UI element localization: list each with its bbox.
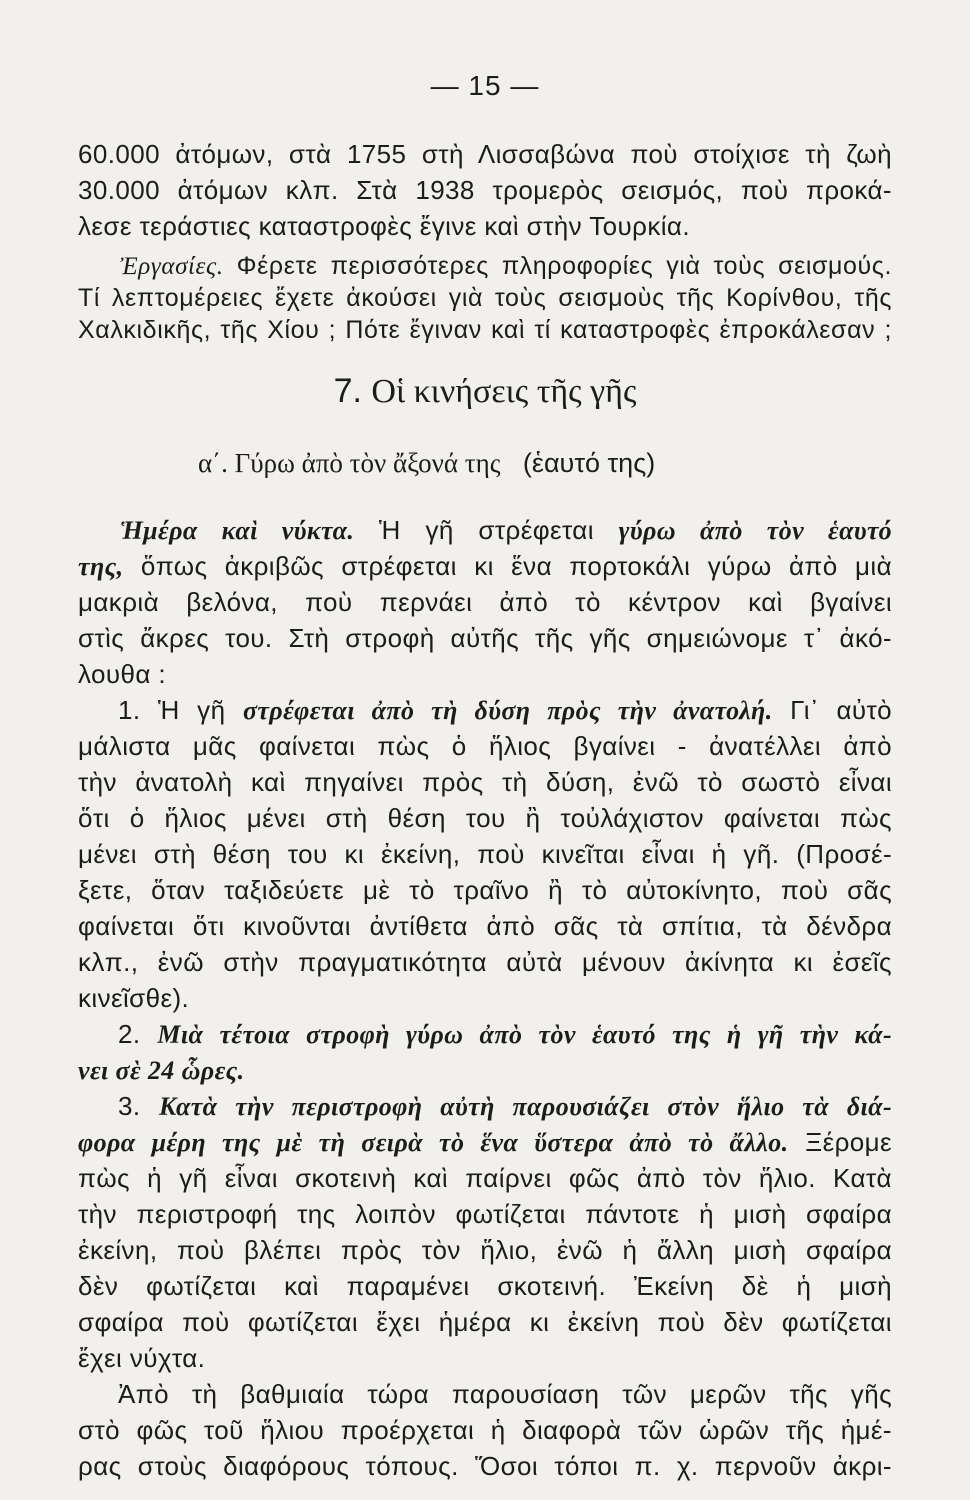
exercises-label: Ἐργασίες.: [120, 253, 224, 280]
subsection-label: α΄. Γύρω ἀπὸ τὸν ἄξονά της: [198, 448, 501, 478]
point2-emphasis-2: νει σὲ 24 ὧρες.: [78, 1056, 245, 1085]
section-heading: [0, 372, 970, 411]
closing-line-1: Ἀπὸ τὴ βαθμιαία τώρα παρουσίαση τῶν μερῶν τῆς γῆς: [118, 1379, 892, 1409]
day-night-text-2a: της,: [78, 552, 124, 581]
point3-line-4: τὴν περιστροφή της λοιπὸν φωτίζεται πάντοτε ἡ μισὴ σφαίρα: [78, 1199, 892, 1229]
point3-rest: Ξέρομε: [805, 1127, 893, 1157]
point2-line-2: [78, 1052, 892, 1089]
point1-number: 1. Ἡ γῆ: [118, 695, 226, 725]
day-night-text-2b: ὅπως ἀκριβῶς στρέφεται κι ἕνα πορτοκάλι γύρω ἀπὸ μιὰ: [140, 551, 893, 581]
point3-emphasis-1: Κατὰ τὴν περιστροφὴ αὐτὴ παρουσιάζει στὸν ἥλιο τὰ διά-: [159, 1092, 892, 1121]
exercises-line-2: Τί λεπτομέρειες ἔχετε ἀκούσει γιὰ τοὺς σεισμοὺς τῆς Κορίνθου, τῆς: [78, 284, 892, 312]
section-title: Οἱ κινήσεις τῆς γῆς: [371, 373, 637, 410]
point1-line-4: ὅτι ὁ ἥλιος μένει στὴ θέση του ἢ τοὐλάχιστον φαίνεται πὼς: [78, 803, 892, 833]
point3-line-6: δὲν φωτίζεται καὶ παραμένει σκοτεινή. Ἐκείνη δὲ ἡ μισὴ: [78, 1271, 892, 1301]
point1-line-7: φαίνεται ὅτι κινοῦνται ἀντίθετα ἀπὸ σᾶς τὰ σπίτια, τὰ δένδρα: [78, 911, 892, 941]
point1-line-1: [118, 692, 892, 729]
exercises-text-1: Φέρετε περισσότερες πληροφορίες γιὰ τοὺς σεισμούς.: [236, 252, 892, 280]
section-number: 7.: [333, 372, 362, 410]
intro-line-2: 30.000 ἀτόμων κλπ. Στὰ 1938 τρομερὸς σεισμός, ποὺ προκά-: [78, 175, 892, 205]
point1-line-2: μάλιστα μᾶς φαίνεται πὼς ὁ ἥλιος βγαίνει - ἀνατέλλει ἀπὸ: [78, 731, 892, 761]
point2-emphasis-1: Μιὰ τέτοια στροφὴ γύρω ἀπὸ τὸν ἑαυτό της ἡ γῆ τὴν κά-: [157, 1020, 893, 1049]
point1-line-6: ξετε, ὅταν ταξιδεύετε μὲ τὸ τραῖνο ἢ τὸ αὐτοκίνητο, ποὺ σᾶς: [78, 875, 892, 905]
point1-line-5: μένει στὴ θέση του κι ἐκείνη, ποὺ κινεῖται εἶναι ἡ γῆ. (Προσέ-: [78, 839, 892, 869]
point1-line-8: κλπ., ἐνῶ στὴν πραγματικότητα αὐτὰ μένουν ἀκίνητα κι ἐσεῖς: [78, 947, 892, 977]
day-night-text-1b: γύρω ἀπὸ τὸν ἑαυτό: [618, 516, 892, 545]
point3-line-3: πὼς ἡ γῆ εἶναι σκοτεινὴ καὶ παίρνει φῶς ἀπὸ τὸν ἥλιο. Κατὰ: [78, 1163, 892, 1193]
point3-number: 3.: [118, 1091, 141, 1121]
page-number: — 15 —: [430, 70, 540, 101]
closing-line-3: ρας στοὺς διαφόρους τόπους. Ὅσοι τόποι π. χ. περνοῦν ἀκρι-: [78, 1451, 892, 1481]
day-night-line-3: μακριὰ βελόνα, ποὺ περνάει ἀπὸ τὸ κέντρον καὶ βγαίνει: [78, 587, 892, 617]
day-night-heading: Ἡμέρα καὶ νύκτα.: [120, 516, 355, 545]
point3-line-8: ἔχει νύχτα.: [78, 1343, 206, 1373]
day-night-line-1: [120, 512, 892, 549]
day-night-text-1a: Ἡ γῆ στρέφεται: [379, 515, 594, 545]
point3-line-2: [78, 1124, 892, 1161]
point1-line-9: κινεῖσθε).: [78, 983, 190, 1013]
point2-line-1: [118, 1016, 892, 1053]
point1-emphasis: στρέφεται ἀπὸ τὴ δύση πρὸς τὴν ἀνατολή.: [242, 696, 773, 725]
intro-line-3: λεσε τεράστιες καταστροφὲς ἔγινε καὶ στὴν Τουρκία.: [78, 211, 690, 241]
point3-emphasis-2: φορα μέρη της μὲ τὴ σειρὰ τὸ ἕνα ὕστερα ἀπὸ τὸ ἄλλο.: [78, 1128, 789, 1157]
closing-line-2: στὸ φῶς τοῦ ἥλιου προέρχεται ἡ διαφορὰ τῶν ὡρῶν τῆς ἡμέ-: [78, 1415, 892, 1445]
subsection-paren: (ἑαυτό της): [522, 448, 656, 478]
intro-line-1: 60.000 ἀτόμων, στὰ 1755 στὴ Λισσαβώνα ποὺ στοίχισε τὴ ζωὴ: [78, 139, 892, 169]
exercises-line-3: Χαλκιδικῆς, τῆς Χίου ; Πότε ἔγιναν καὶ τί καταστροφὲς ἐπροκάλεσαν ;: [78, 316, 892, 344]
day-night-line-4: στὶς ἄκρες του. Στὴ στροφὴ αὐτῆς τῆς γῆς σημειώνομε τ᾽ ἀκό-: [78, 623, 892, 653]
subsection-heading: [198, 448, 655, 479]
point3-line-7: σφαίρα ποὺ φωτίζεται ἔχει ἡμέρα κι ἐκείνη ποὺ δὲν φωτίζεται: [78, 1307, 892, 1337]
point2-number: 2.: [118, 1019, 141, 1049]
point1-line-3: τὴν ἀνατολὴ καὶ πηγαίνει πρὸς τὴ δύση, ἐνῶ τὸ σωστὸ εἶναι: [78, 767, 892, 797]
point3-line-5: ἐκείνη, ποὺ βλέπει πρὸς τὸν ἥλιο, ἐνῶ ἡ ἄλλη μισὴ σφαίρα: [78, 1235, 892, 1265]
point1-rest: Γι᾽ αὐτὸ: [790, 695, 893, 725]
point3-line-1: [118, 1088, 892, 1125]
day-night-line-5: λουθα :: [78, 659, 167, 689]
day-night-line-2: [78, 548, 892, 585]
